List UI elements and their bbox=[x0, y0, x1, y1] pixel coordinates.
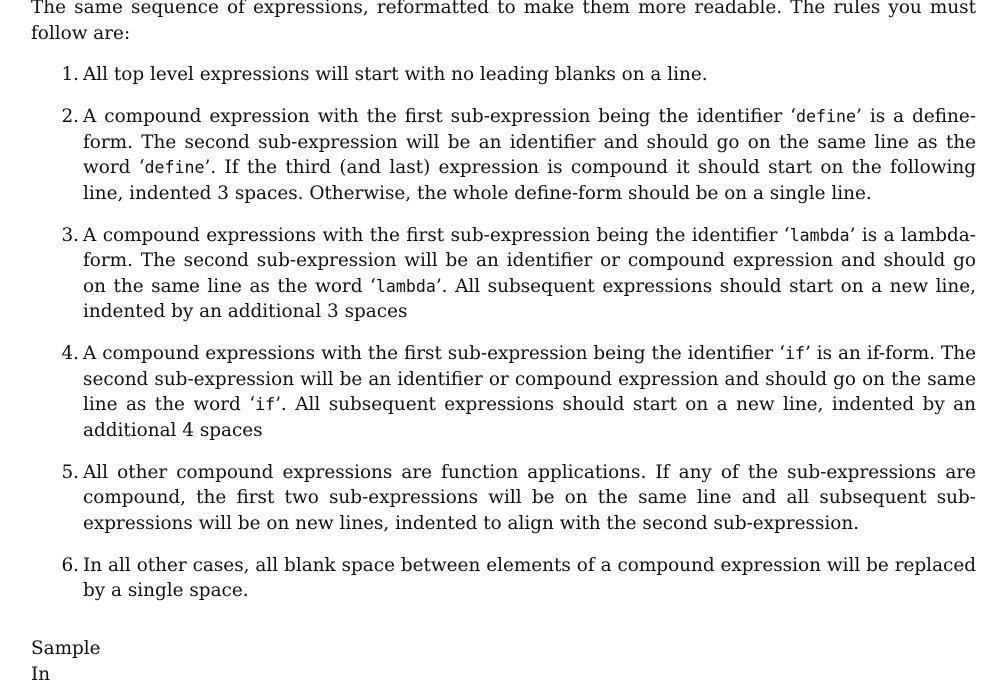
rule-text bbox=[83, 343, 976, 441]
rule-text-segment: ’ is a define-form. The second sub-expression will be an identifier and should go on the same line as the word ‘ bbox=[83, 106, 976, 178]
intro-paragraph: The same sequence of expressions, reformatted to make them more readable. The rules you must follow are: bbox=[31, 0, 976, 44]
next-section-heading-cutoff: Sample In bbox=[31, 638, 101, 685]
rule-number: 3. bbox=[61, 224, 79, 246]
inline-code: lambda bbox=[789, 225, 850, 245]
rule-number: 6. bbox=[61, 554, 79, 576]
rule-item bbox=[31, 553, 976, 604]
rule-text-segment: ’. All subsequent expressions should start on a new line, indented by an additional 3 spaces bbox=[83, 275, 976, 322]
rule-text-segment: All top level expressions will start with no leading blanks on a line. bbox=[83, 64, 708, 85]
rules-list bbox=[31, 62, 976, 604]
rule-item bbox=[31, 460, 976, 537]
inline-code: define bbox=[144, 158, 205, 177]
inline-code: lambda bbox=[375, 276, 436, 296]
rule-item bbox=[31, 223, 976, 325]
rule-text-segment: A compound expressions with the first sub-expression being the identifier ‘ bbox=[83, 343, 785, 364]
inline-code: if bbox=[255, 395, 276, 414]
rule-text-segment: ’ is an if-form. The second sub-expression will be an identifier or compound expression and should go on the same line as the word ‘ bbox=[83, 343, 976, 415]
rule-item bbox=[31, 62, 976, 88]
rule-text-segment: A compound expressions with the first sub-expression being the identifier ‘ bbox=[83, 224, 790, 246]
rule-number: 4. bbox=[61, 343, 79, 364]
rule-text-segment: All other compound expressions are function applications. If any of the sub-expressions are compound, the first two sub-expressions will be on the same line and all subsequent sub-expressions will be on new lines, indented to align with the second sub-expression. bbox=[83, 461, 976, 534]
inline-code: define bbox=[796, 107, 856, 126]
rule-text bbox=[83, 462, 976, 534]
rule-text-segment: In all other cases, all blank space between elements of a compound expression will be replaced by a single space. bbox=[83, 554, 976, 601]
rule-text bbox=[83, 64, 708, 85]
rule-text-segment: ’ is a lambda-form. The second sub-expression will be an identifier or compound expression and should go on the same line as the word ‘ bbox=[83, 224, 976, 297]
rule-text-segment: ’. If the third (and last) expression is compound it should start on the following line, indented 3 spaces. Otherwise, the whole define-form should be on a single line. bbox=[83, 157, 976, 204]
rule-number: 2. bbox=[61, 106, 79, 127]
document-page bbox=[31, 0, 976, 620]
rule-number: 1. bbox=[61, 64, 79, 85]
rule-text-segment: ’. All subsequent expressions should start on a new line, indented by an additional 4 spaces bbox=[83, 394, 976, 441]
rule-number: 5. bbox=[61, 461, 79, 483]
rule-text bbox=[83, 555, 976, 602]
rule-item bbox=[31, 104, 976, 206]
rule-item bbox=[31, 341, 976, 443]
inline-code: if bbox=[785, 344, 805, 363]
rule-text-segment: A compound expression with the first sub-expression being the identifier ‘ bbox=[83, 106, 797, 127]
rule-text bbox=[83, 106, 976, 204]
rule-text bbox=[83, 225, 976, 323]
